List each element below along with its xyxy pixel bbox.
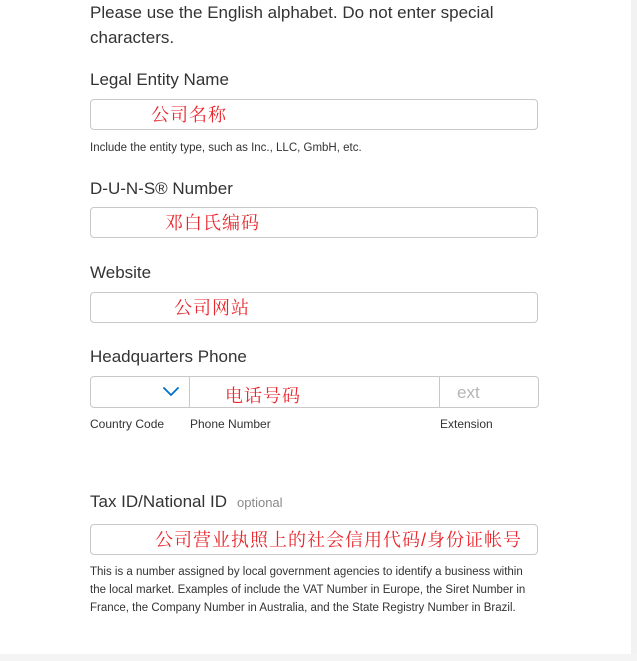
tax-id-value: 公司营业执照上的社会信用代码/身份证帐号 <box>155 530 522 550</box>
country-code-label: Country Code <box>90 417 165 431</box>
page-edge-bottom <box>0 654 637 661</box>
tax-id-label <box>90 492 283 512</box>
hq-phone-label: Headquarters Phone <box>90 347 247 366</box>
duns-input[interactable] <box>90 207 538 238</box>
chevron-down-icon <box>163 387 179 397</box>
intro-text: Please use the English alphabet. Do not enter special characters. <box>90 3 494 47</box>
extension-label: Extension <box>440 417 493 431</box>
phone-number-value: 电话号码 <box>225 386 301 406</box>
legal-entity-value: 公司名称 <box>151 105 227 125</box>
page-edge-right <box>631 0 637 661</box>
legal-entity-help: Include the entity type, such as Inc., LLC, GmbH, etc. <box>90 142 362 154</box>
tax-id-input[interactable] <box>90 524 538 555</box>
duns-value: 邓白氏编码 <box>165 213 260 233</box>
hq-phone-row <box>90 376 539 408</box>
phone-number-input[interactable] <box>189 376 440 408</box>
legal-entity-label: Legal Entity Name <box>90 70 229 89</box>
extension-placeholder: ext <box>457 383 480 402</box>
extension-input[interactable] <box>439 376 539 408</box>
country-code-select[interactable] <box>90 376 190 408</box>
website-input[interactable] <box>90 292 538 323</box>
legal-entity-input[interactable] <box>90 99 538 130</box>
phone-number-label: Phone Number <box>190 417 271 431</box>
duns-label: D-U-N-S® Number <box>90 179 233 198</box>
website-label: Website <box>90 263 152 282</box>
tax-id-help: This is a number assigned by local government agencies to identify a business within the local market. Examples of include the VAT Number in Europe, the Siret Number in France, the Company Number in Australia, and the State Registry Number in Brazil. <box>90 566 526 614</box>
website-value: 公司网站 <box>174 298 250 318</box>
optional-tag: optional <box>237 495 283 510</box>
tax-id-label-text: Tax ID/National ID <box>90 492 227 511</box>
